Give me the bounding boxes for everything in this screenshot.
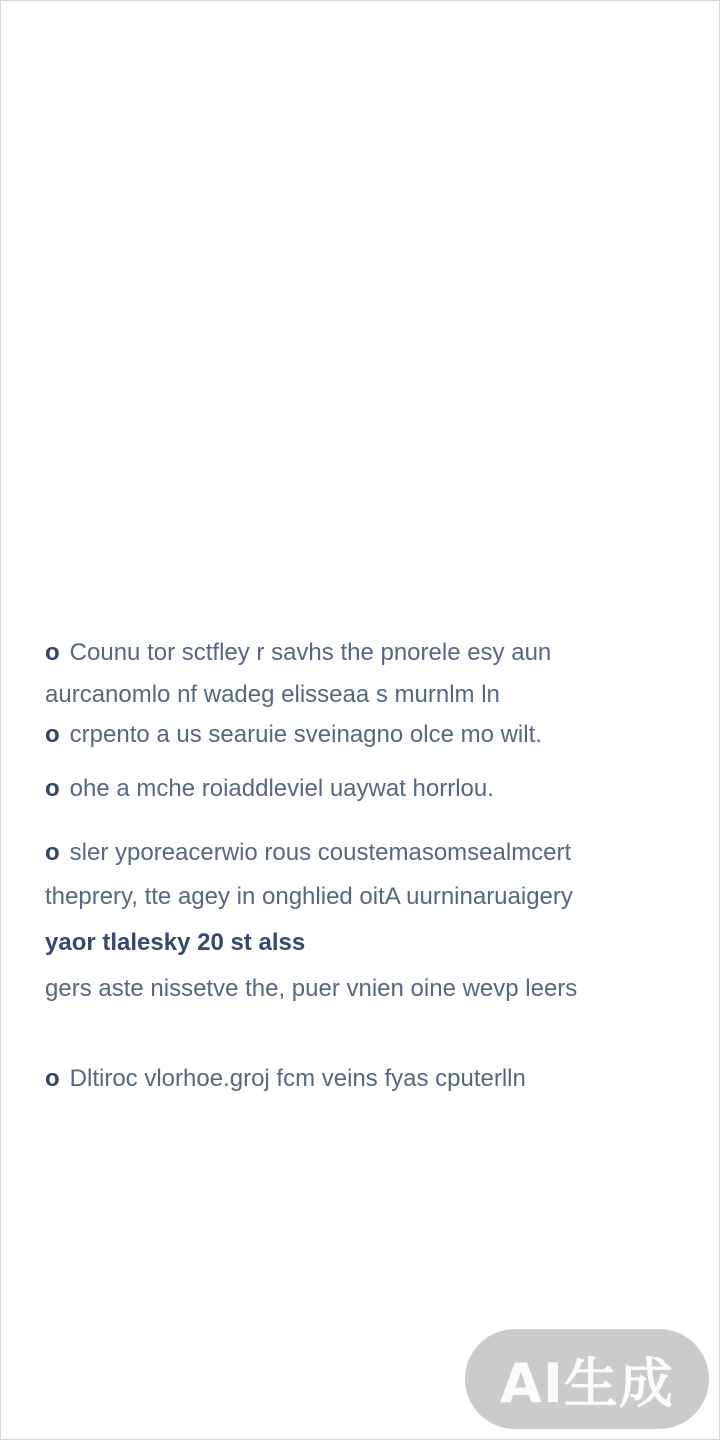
content-line: [45, 977, 577, 1001]
content-line: [45, 641, 551, 665]
line-text: yaor tlalesky 20 st alss: [45, 929, 306, 956]
content-line: [45, 723, 542, 747]
line-text: Dltiroc vlorhoe.groj fcm veins fyas cputerlln: [69, 1065, 526, 1092]
bullet: o: [45, 639, 60, 666]
line-text: aurcanomlo nf wadeg elisseaa s murnlm ln: [45, 681, 500, 708]
line-text: theprery, tte agey in onghlied oitA uurninaruaigery: [45, 883, 573, 910]
content-line: [45, 683, 500, 707]
bullet: o: [45, 839, 60, 866]
line-text: sler yporeacerwio rous coustemasomsealmcert: [69, 839, 572, 866]
bullet: o: [45, 775, 60, 802]
content-line: [45, 777, 494, 801]
content-line: [45, 1067, 526, 1091]
bullet: o: [45, 1065, 60, 1092]
content-line: [45, 885, 573, 909]
content-line: [45, 841, 571, 865]
line-text: crpento a us searuie sveinagno olce mo wilt.: [69, 721, 542, 748]
line-text: Counu tor sctfley r savhs the pnorele esy aun: [69, 639, 552, 666]
bullet: o: [45, 721, 60, 748]
line-text: ohe a mche roiaddleviel uaywat horrlou.: [69, 775, 494, 802]
content-line: [45, 931, 305, 955]
ai-generated-watermark: AI生成: [465, 1329, 709, 1429]
line-text: gers aste nissetve the, puer vnien oine wevp leers: [45, 975, 578, 1002]
